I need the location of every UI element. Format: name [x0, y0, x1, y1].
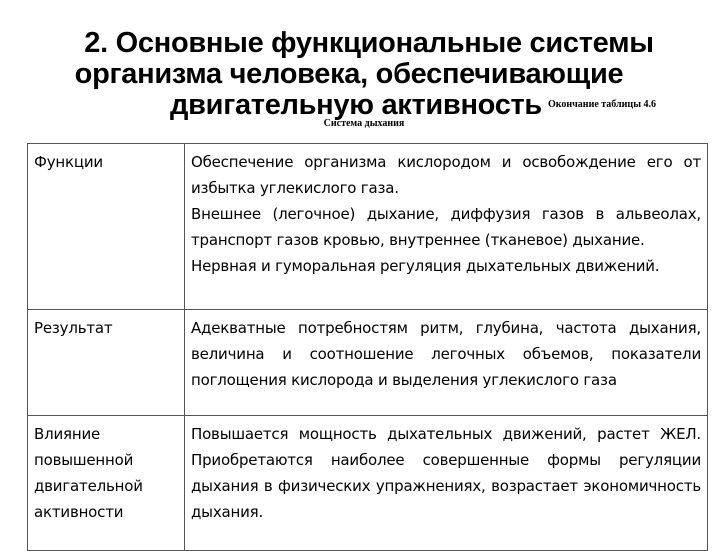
paragraph: Нервная и гуморальная регуляция дыхательных движений.: [191, 257, 660, 275]
table-continuation-note: Окончание таблицы 4.6: [548, 99, 656, 110]
respiratory-system-table: [27, 143, 708, 551]
table-caption: Система дыхания: [323, 118, 405, 129]
paragraph: Обеспечение организма кислородом и освобождение его от избытка углекислого газа.: [191, 153, 701, 197]
title-line-2: организма человека, обеспечивающие: [74, 58, 624, 90]
title-line-3: двигательную активность: [170, 89, 542, 121]
table-row: [28, 310, 708, 416]
row-label-functions: Функции: [28, 144, 185, 310]
row-content-functions: [185, 144, 708, 310]
row-content-influence: [185, 416, 708, 551]
title-line-1: 2. Основные функциональные системы: [84, 27, 654, 59]
table-row: [28, 416, 708, 551]
row-label-result: Результат: [28, 310, 185, 416]
table-row: [28, 144, 708, 310]
paragraph: Адекватные потребностям ритм, глубина, частота дыхания, величина и соотношение легочных объемов, показатели поглощения кислорода и выделения углекислого газа: [191, 319, 701, 389]
paragraph: Внешнее (легочное) дыхание, диффузия газов в альвеолах, транспорт газов кровью, внутреннее (тканевое) дыхание.: [191, 205, 701, 249]
paragraph: Повышается мощность дыхательных движений, растет ЖЕЛ. Приобретаются наиболее совершенные формы регуляции дыхания в физических упражнениях, возрастает экономичность дыхания.: [191, 425, 701, 521]
row-content-result: [185, 310, 708, 416]
row-label-influence: Влияние повышенной двигательной активности: [28, 416, 185, 551]
